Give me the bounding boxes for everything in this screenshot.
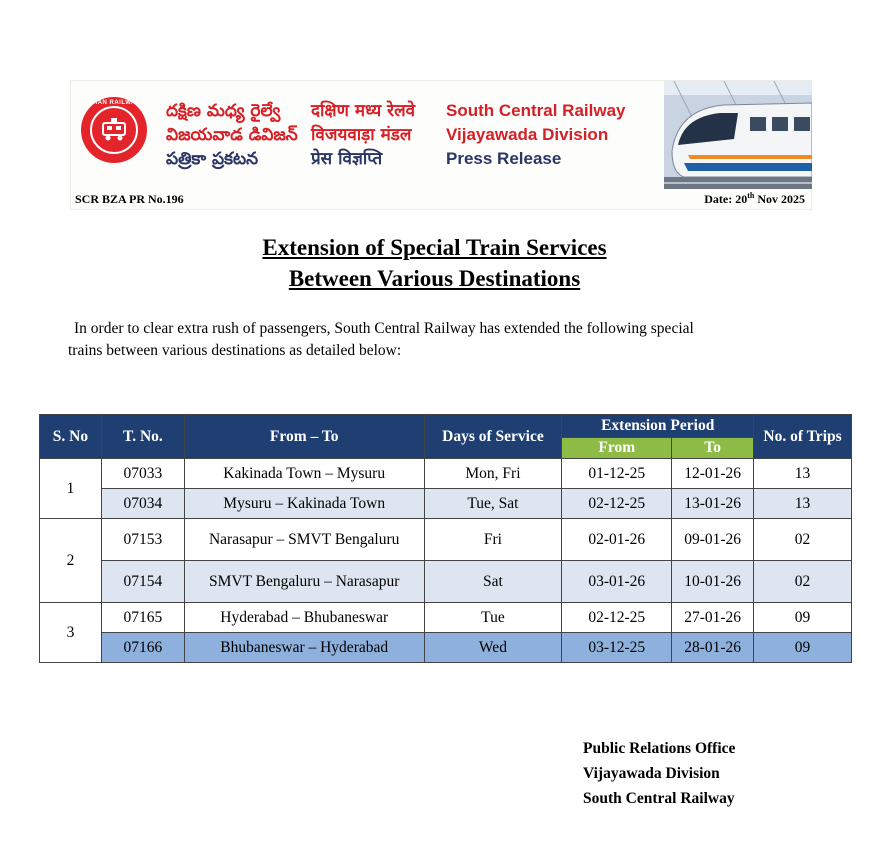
signature-block <box>583 736 735 811</box>
table-row <box>40 519 852 561</box>
train-emblem-icon <box>99 117 129 143</box>
indian-railways-logo <box>81 97 147 163</box>
cell-to: 28-01-26 <box>672 633 754 663</box>
table-row <box>40 489 852 519</box>
signature-office: Public Relations Office <box>583 740 736 757</box>
intro-line-2: trains between various destinations as detailed below: <box>68 342 402 359</box>
vande-bharat-train-image <box>664 81 812 189</box>
english-heading <box>446 99 625 171</box>
telugu-heading <box>166 99 298 171</box>
cell-trips: 02 <box>754 519 852 561</box>
special-trains-table <box>39 414 852 663</box>
english-division-name: Vijayawada Division <box>446 125 609 144</box>
cell-to: 13-01-26 <box>672 489 754 519</box>
intro-paragraph <box>68 318 828 362</box>
table-row-highlighted <box>40 633 852 663</box>
cell-days: Tue, Sat <box>424 489 562 519</box>
cell-tno: 07165 <box>101 603 184 633</box>
cell-days: Tue <box>424 603 562 633</box>
cell-to: 12-01-26 <box>672 459 754 489</box>
table-row <box>40 459 852 489</box>
header-days: Days of Service <box>424 415 562 459</box>
telugu-railway-name: దక్షిణ మధ్య రైల్వే <box>166 101 281 121</box>
page-title <box>0 232 869 294</box>
table-row <box>40 603 852 633</box>
title-line-1: Extension of Special Train Services <box>262 235 607 260</box>
cell-to: 10-01-26 <box>672 561 754 603</box>
header-from-to: From – To <box>184 415 424 459</box>
press-release-number: SCR BZA PR No.196 <box>75 192 184 206</box>
cell-sno: 3 <box>40 603 102 663</box>
press-release-banner <box>70 80 812 210</box>
cell-from: 02-01-26 <box>562 519 672 561</box>
telugu-division-name: విజయవాడ డివిజన్ <box>166 125 298 145</box>
hindi-railway-name: दक्षिण मध्य रेलवे <box>311 101 416 121</box>
cell-sno: 2 <box>40 519 102 603</box>
signature-division: Vijayawada Division <box>583 765 720 782</box>
cell-tno: 07034 <box>101 489 184 519</box>
cell-from: 02-12-25 <box>562 489 672 519</box>
cell-to: 09-01-26 <box>672 519 754 561</box>
release-date <box>704 191 805 207</box>
table-row <box>40 561 852 603</box>
cell-from: 02-12-25 <box>562 603 672 633</box>
header-trips: No. of Trips <box>754 415 852 459</box>
cell-tno: 07033 <box>101 459 184 489</box>
cell-route: Hyderabad – Bhubaneswar <box>184 603 424 633</box>
cell-tno: 07166 <box>101 633 184 663</box>
english-railway-name: South Central Railway <box>446 101 626 120</box>
signature-railway: South Central Railway <box>583 790 735 807</box>
logo-emblem <box>90 106 138 154</box>
cell-trips: 02 <box>754 561 852 603</box>
cell-route: SMVT Bengaluru – Narasapur <box>184 561 424 603</box>
cell-to: 27-01-26 <box>672 603 754 633</box>
hindi-heading <box>311 99 415 171</box>
cell-route: Kakinada Town – Mysuru <box>184 459 424 489</box>
logo-text: INDIAN RAILWAYS <box>83 100 145 106</box>
cell-days: Sat <box>424 561 562 603</box>
header-tno: T. No. <box>101 415 184 459</box>
date-month-year: Nov 2025 <box>754 192 805 206</box>
train-photo-icon <box>664 81 812 189</box>
english-press-release: Press Release <box>446 149 562 168</box>
cell-trips: 13 <box>754 489 852 519</box>
cell-days: Fri <box>424 519 562 561</box>
hindi-division-name: विजयवाड़ा मंडल <box>311 125 412 145</box>
cell-days: Wed <box>424 633 562 663</box>
cell-from: 03-12-25 <box>562 633 672 663</box>
header-sno: S. No <box>40 415 102 459</box>
header-from: From <box>562 438 672 459</box>
intro-line-1: In order to clear extra rush of passengers, South Central Railway has extended the following special <box>74 320 694 337</box>
cell-sno: 1 <box>40 459 102 519</box>
date-prefix: Date: 20 <box>704 192 748 206</box>
header-extension-period: Extension Period <box>562 415 754 438</box>
cell-days: Mon, Fri <box>424 459 562 489</box>
telugu-press-release: పత్రికా ప్రకటన <box>166 149 259 169</box>
cell-tno: 07153 <box>101 519 184 561</box>
hindi-press-release: प्रेस विज्ञप्ति <box>311 149 383 169</box>
cell-from: 01-12-25 <box>562 459 672 489</box>
cell-route: Narasapur – SMVT Bengaluru <box>184 519 424 561</box>
cell-tno: 07154 <box>101 561 184 603</box>
cell-trips: 13 <box>754 459 852 489</box>
cell-trips: 09 <box>754 603 852 633</box>
title-line-2: Between Various Destinations <box>288 266 581 291</box>
cell-trips: 09 <box>754 633 852 663</box>
cell-route: Bhubaneswar – Hyderabad <box>184 633 424 663</box>
cell-from: 03-01-26 <box>562 561 672 603</box>
cell-route: Mysuru – Kakinada Town <box>184 489 424 519</box>
header-to: To <box>672 438 754 459</box>
date-suffix-ordinal: th <box>747 191 755 200</box>
